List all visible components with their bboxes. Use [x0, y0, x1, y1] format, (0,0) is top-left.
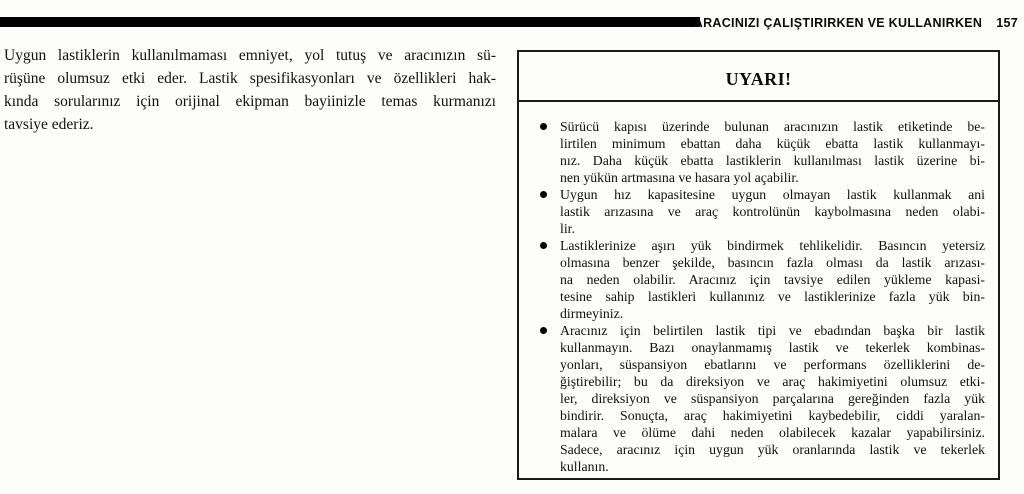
warning-item — [560, 322, 985, 475]
bullet-icon — [540, 191, 547, 198]
warning-item-text: Lastiklerinize aşırı yük bindirmek tehlikelidir. Basıncın yetersiz olmasına benzer şekilde, basıncın fazla olması da lastik arızası- na neden olabilir. Aracınız için tavsiye edilen yükleme kapasi- tesine sahip lastikleri kullanınız ve lastiklerinize fazla yük bin- dirmeyiniz. — [560, 238, 985, 321]
page-header — [694, 15, 1018, 31]
warning-item-text: Aracınız için belirtilen lastik tipi ve ebadından başka bir lastik kullanmayın. Bazı onaylanmamış lastik ve tekerlek kombinas- yonları, süspansiyon ebatlarını ve performans özelliklerini de- ğiştirebilir; bu da direksiyon ve araç hakimiyetini olumsuz etki- ler, direksiyon ve süspansiyon parçalarına gereğinden fazla yük bindirir. Sonuçta, araç hakimiyetini kaybedebilir, ciddi yaralan- malara ve ölüme dahi neden olabilecek kazalar yapabilirsiniz. Sadece, aracınız için uygun yük oranlarında lastik ve tekerlek kullanın. — [560, 323, 985, 474]
warning-box — [517, 50, 1000, 480]
warning-item — [560, 186, 985, 237]
warning-title: UYARI! — [519, 52, 998, 102]
warning-list — [519, 102, 998, 475]
header-title: ARACINIZI ÇALIŞTIRIRKEN VE KULLANIRKEN — [693, 16, 983, 30]
body-paragraph: Uygun lastiklerin kullanılmaması emniyet, yol tutuş ve aracınızın sü- rüşüne olumsuz etki eder. Lastik spesifikasyonları ve özellikleri hak- kında sorularınız için orijinal ekipman bayiinizle temas kurmanızı tavsiye ederiz. — [4, 47, 496, 133]
bullet-icon — [540, 327, 547, 334]
warning-item-text: Sürücü kapısı üzerinde bulunan aracınızın lastik etiketinde be- lirtilen minimum ebattan daha küçük ebatta lastik kullanmayı- nız. Daha küçük ebatta lastiklerin kullanılması lastik üzerine bi- nen yükün artmasına ve hasara yol açabilir. — [560, 119, 985, 185]
bullet-icon — [540, 242, 547, 249]
page-number: 157 — [996, 16, 1018, 30]
warning-item-text: Uygun hız kapasitesine uygun olmayan lastik kullanmak ani lastik arızasına ve araç kontrolünün kaybolmasına neden olabi- lir. — [560, 187, 985, 236]
bullet-icon — [540, 123, 547, 130]
header-rule — [0, 17, 700, 27]
warning-item — [560, 237, 985, 322]
warning-item — [560, 118, 985, 186]
